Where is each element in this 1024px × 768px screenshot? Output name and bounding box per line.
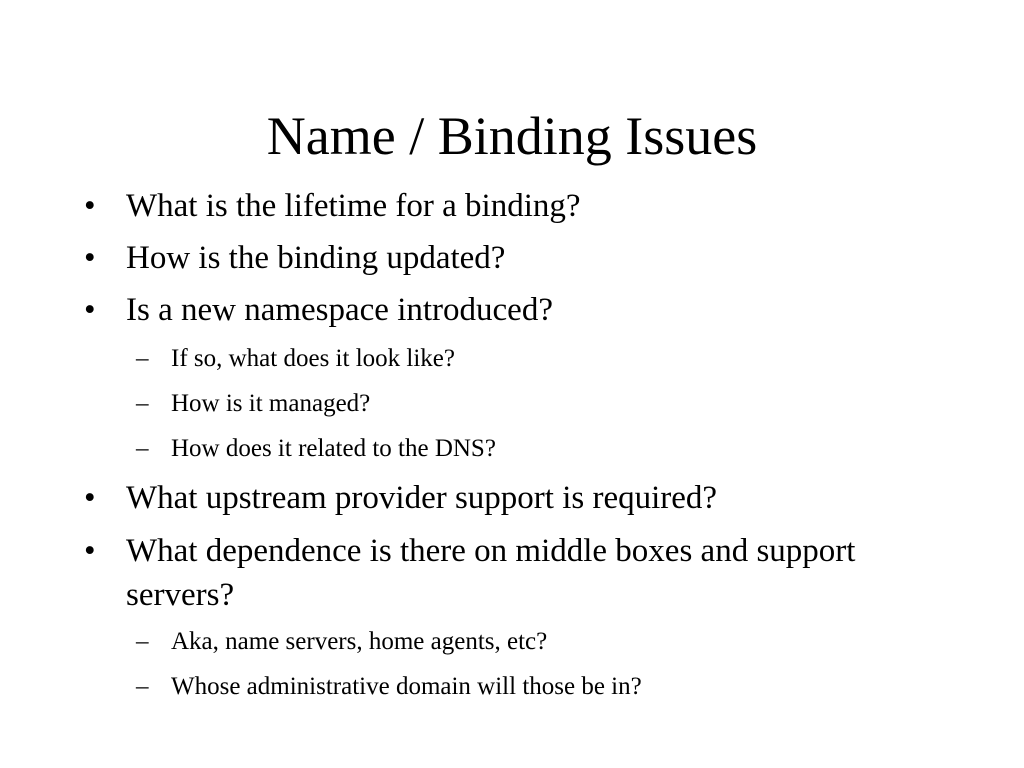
bullet-text: What dependence is there on middle boxes and support servers? [126,533,856,613]
slide-title: Name / Binding Issues [266,106,758,166]
dash-glyph: – [136,345,149,372]
sub-bullet-text: Aka, name servers, home agents, etc? [171,628,548,655]
bullet-text: What upstream provider support is required? [126,480,718,516]
bullet-glyph: • [84,480,96,516]
bullet-glyph: • [84,533,96,569]
bullet-item [84,288,924,332]
sub-bullet-text: How does it related to the DNS? [171,435,496,462]
bullet-text: Is a new namespace introduced? [126,292,553,328]
sub-bullet-text: If so, what does it look like? [171,345,455,372]
sub-bullet-text: Whose administrative domain will those be in? [171,673,642,700]
sub-bullet-item [136,670,936,704]
bullet-glyph: • [84,292,96,328]
sub-bullet-text: How is it managed? [171,390,371,417]
sub-bullet-item [136,432,936,466]
bullet-glyph: • [84,188,96,224]
bullet-glyph: • [84,240,96,276]
bullet-item [84,476,924,520]
dash-glyph: – [136,628,149,655]
dash-glyph: – [136,673,149,700]
bullet-item [84,184,924,228]
dash-glyph: – [136,435,149,462]
bullet-item [84,529,924,617]
bullet-item [84,236,924,280]
sub-bullet-item [136,342,936,376]
bullet-text: How is the binding updated? [126,240,506,276]
sub-bullet-item [136,625,936,659]
dash-glyph: – [136,390,149,417]
bullet-text: What is the lifetime for a binding? [126,188,581,224]
sub-bullet-item [136,387,936,421]
